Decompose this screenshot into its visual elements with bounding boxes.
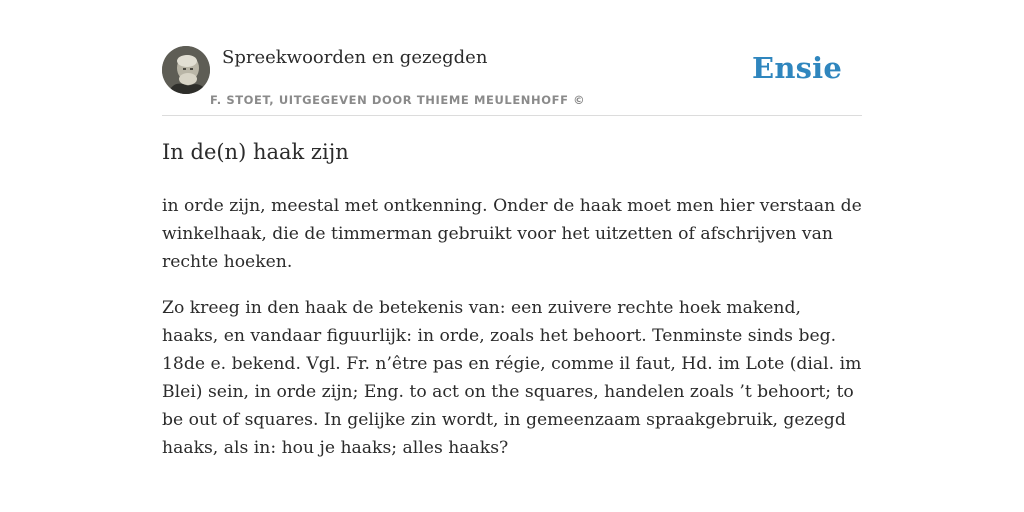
- definition-paragraph: in orde zijn, meestal met ontkenning. Onder de haak moet men hier verstaan de winkelhaak, die de timmerman gebruikt voor het uitzetten of afschrijven van rechte hoeken.: [162, 196, 862, 272]
- definition-paragraph: Zo kreeg in den haak de betekenis van: een zuivere rechte hoek makend, haaks, en vandaar figuurlijk: in orde, zoals het behoort. Tenminste sinds beg. 18de e. bekend. Vgl. Fr. n’être pas en régie, comme il faut, Hd. im Lote (dial. im Blei) sein, in orde zijn; Eng. to act on the squares, handelen zoals ’t behoort; to be out of squares. In gelijke zin wordt, in gemeenzaam spraakgebruik, gezegd haaks, als in: hou je haaks; alles haaks?: [162, 298, 862, 458]
- entry-title: In de(n) haak zijn: [162, 140, 349, 164]
- source-credit: F. STOET, UITGEGEVEN DOOR THIEME MEULENHOFF ©: [210, 93, 586, 107]
- ensie-logo[interactable]: Ensie: [752, 51, 842, 85]
- entry-definition: [162, 192, 862, 480]
- source-header: [162, 46, 862, 116]
- source-title[interactable]: Spreekwoorden en gezegden: [222, 47, 488, 68]
- author-portrait-icon[interactable]: [162, 46, 210, 94]
